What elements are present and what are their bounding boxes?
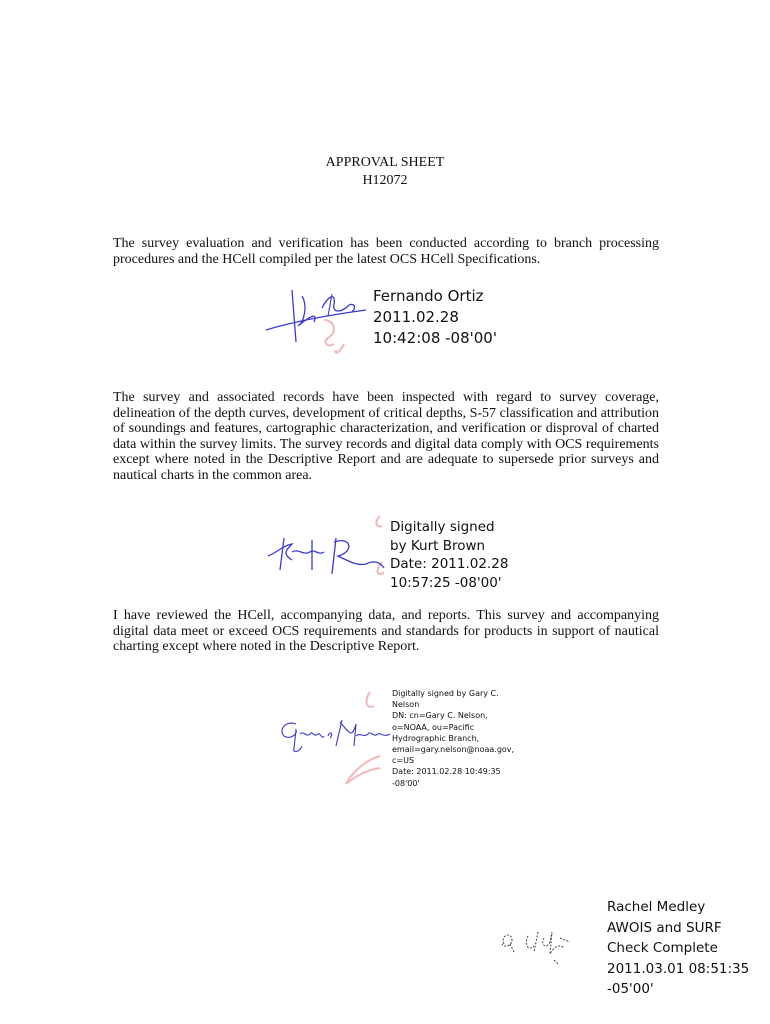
medley-line-3: Check Complete [607, 940, 718, 956]
medley-line-2: AWOIS and SURF [607, 919, 722, 936]
signature-nelson-image [270, 690, 392, 790]
ortiz-date: 2011.02.28 [373, 308, 459, 326]
nelson-line-3: DN: cn=Gary C. Nelson, [392, 711, 488, 721]
brown-line-3: Date: 2011.02.28 [390, 556, 509, 572]
signature-nelson-block [392, 688, 532, 789]
nelson-line-7: c=US [392, 756, 415, 766]
signature-brown-block [390, 518, 508, 592]
signature-medley-image [494, 922, 578, 968]
signature-ortiz-block [373, 286, 497, 349]
nelson-line-8: Date: 2011.02.28 10:49:35 [392, 767, 501, 777]
approval-sheet-header [0, 154, 770, 190]
medley-line-1: Rachel Medley [607, 899, 706, 915]
medley-line-5: -05'00' [607, 981, 654, 997]
nelson-line-1: Digitally signed by Gary C. [392, 689, 499, 698]
nelson-line-2: Nelson [392, 700, 420, 710]
nelson-line-6: email=gary.nelson@noaa.gov, [392, 745, 515, 755]
medley-line-4: 2011.03.01 08:51:35 [607, 960, 750, 977]
page-title: APPROVAL SHEET [325, 155, 445, 170]
signature-ortiz-image [262, 286, 372, 358]
survey-id: H12072 [362, 173, 408, 188]
inspection-paragraph: The survey and associated records have been inspected with regard to survey coverage, delineation of the depth curves, development of critical depths, S-57 classification and attribution of soundings and features, cartographic characterization, and verification or disproval of charted data within the survey limits. The survey records and digital data comply with OCS requirements except where noted in the Descriptive Report and are adequate to supersede prior surveys and nautical charts in the common area. [113, 390, 659, 483]
review-paragraph: I have reviewed the HCell, accompanying data, and reports. This survey and accompanying digital data meet or exceed OCS requirements and standards for products in support of nautical charting except where noted in the Descriptive Report. [113, 608, 659, 655]
ortiz-name: Fernando Ortiz [373, 287, 484, 305]
nelson-line-5: Hydrographic Branch, [392, 733, 480, 743]
brown-line-2: by Kurt Brown [390, 537, 486, 554]
brown-line-4: 10:57:25 -08'00' [390, 574, 502, 591]
evaluation-paragraph: The survey evaluation and verification has been conducted according to branch processing procedures and the HCell compiled per the latest OCS HCell Specifications. [113, 236, 659, 267]
ortiz-time: 10:42:08 -08'00' [373, 329, 497, 347]
signature-medley-block [607, 897, 749, 1000]
signature-brown-image [262, 512, 390, 592]
nelson-line-4: o=NOAA, ou=Pacific [392, 722, 475, 732]
nelson-line-9: -08'00' [392, 778, 420, 788]
brown-line-1: Digitally signed [390, 519, 495, 535]
